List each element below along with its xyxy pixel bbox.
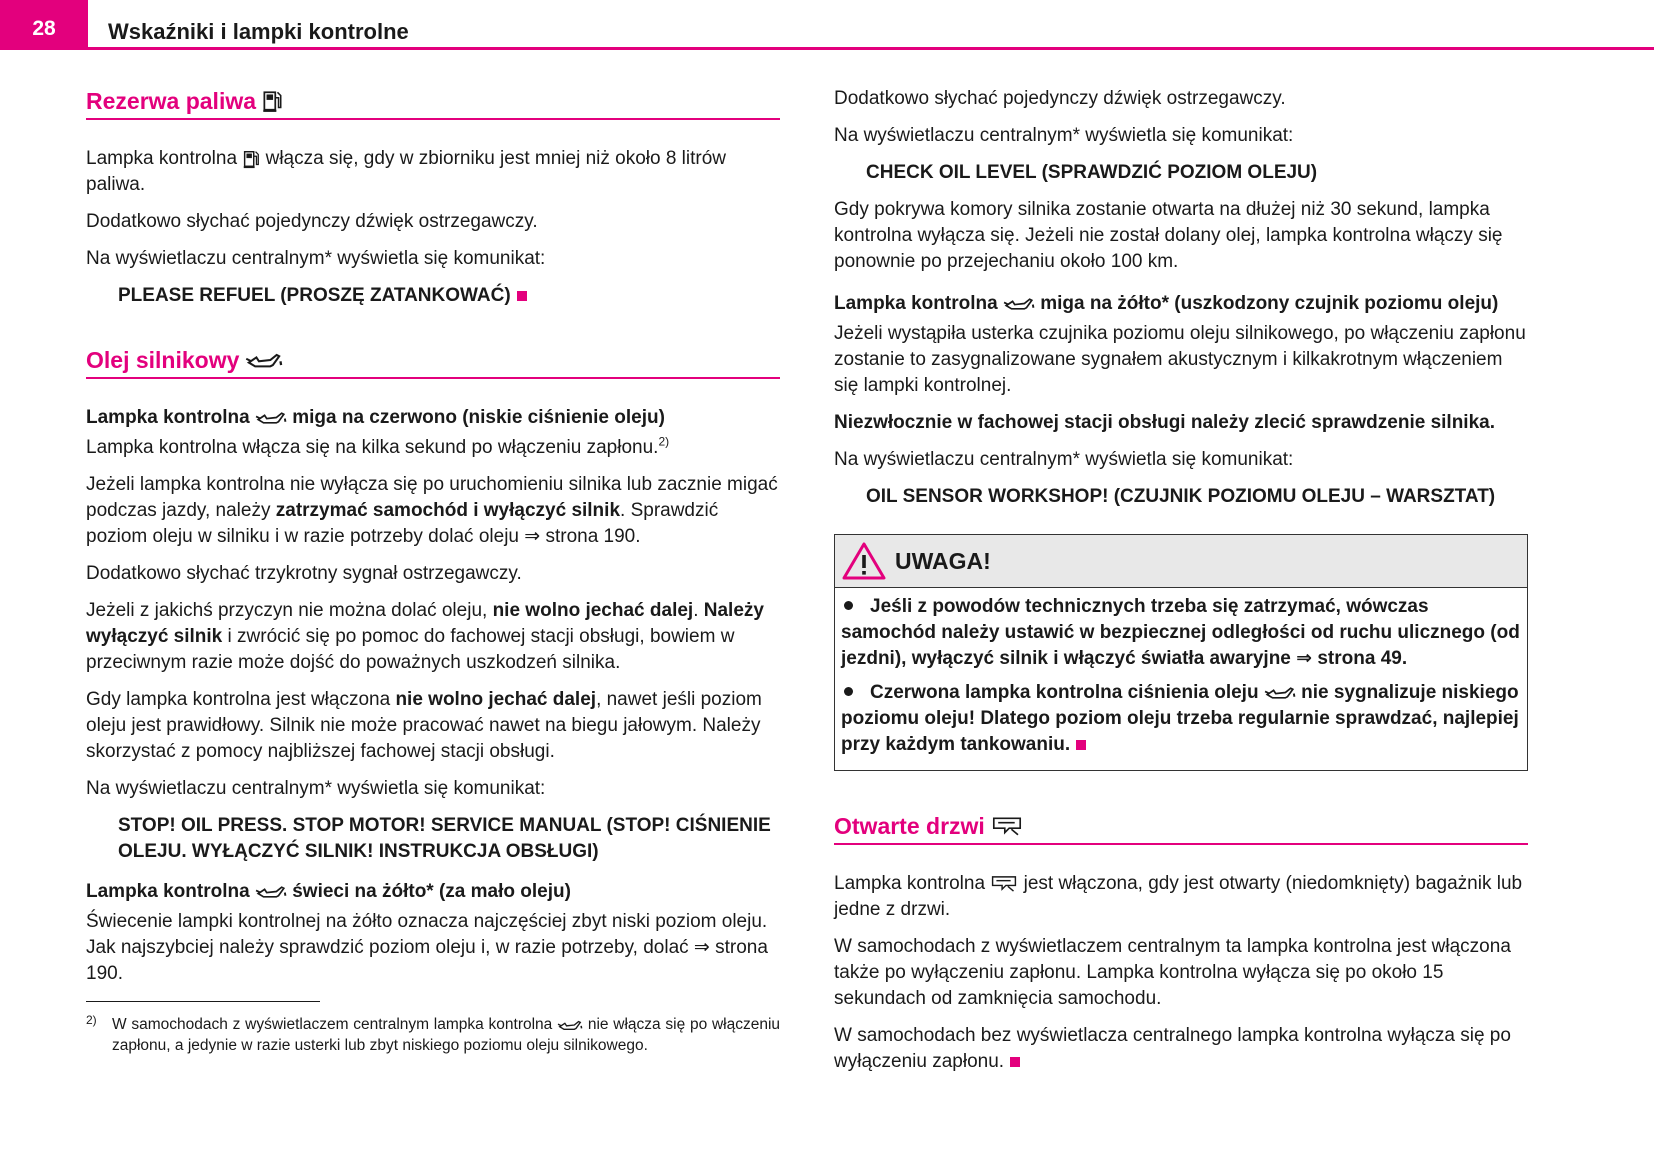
doors-heading-text: Otwarte drzwi [834,813,985,839]
oil-sensor-message: OIL SENSOR WORKSHOP! (CZUJNIK POZIOMU OLEJU – WARSZTAT) [866,486,1496,507]
fuel-pump-icon [242,149,260,169]
doors-paragraph-2: W samochodach z wyświetlaczem centralnym ta lampka kontrolna jest włączona także po wyłączeniu zapłonu. Lampka kontrolna wyłącza się po około 15 sekundach od zamknięcia samochodu. [834,936,1511,1009]
right-paragraph-5: Niezwłocznie w fachowej stacji obsługi należy zlecić sprawdzenie silnika. [834,412,1495,433]
oil-subheading-yellow: Lampka kontrolna świeci na żółto* (za mało oleju) [86,881,571,902]
warning-box [834,534,1528,771]
footnote-ref: 2) [658,434,670,449]
right-paragraph-2: Na wyświetlaczu centralnym* wyświetla się komunikat: [834,125,1294,146]
oil-subheading-sensor: Lampka kontrolna miga na żółto* (uszkodzony czujnik poziomu oleju) [834,293,1499,314]
section-end-mark [517,291,527,301]
oil-can-icon [245,351,283,369]
bullet-icon [844,687,853,696]
warning-title: UWAGA! [895,548,991,574]
oil-paragraph-7: Świecenie lampki kontrolnej na żółto oznacza najczęściej zbyt niski poziom oleju. Jak najszybciej należy sprawdzić poziom oleju i, w razie potrzeby, dolać ⇒ strona 190. [86,911,768,984]
oil-can-icon [557,1019,583,1031]
warning-item-2: Czerwona lampka kontrolna ciśnienia oleju nie sygnalizuje niskiego poziomu oleju! Dlatego poziom oleju trzeba regularnie sprawdzać, najlepiej przy każdym tankowaniu. [841,682,1519,755]
oil-paragraph-6: Na wyświetlaczu centralnym* wyświetla się komunikat: [86,778,546,799]
oil-can-icon [255,884,287,899]
page-header [0,0,1654,52]
check-oil-message: CHECK OIL LEVEL (SPRAWDZIĆ POZIOM OLEJU) [866,162,1318,183]
fuel-heading-text: Rezerwa paliwa [86,88,257,114]
open-door-icon [991,815,1023,837]
warning-body [835,588,1527,770]
footnote [86,1014,780,1056]
oil-can-icon [1264,685,1296,700]
section-end-mark [1076,740,1086,750]
oil-can-icon [1003,296,1035,311]
doors-paragraph-1: Lampka kontrolna jest włączona, gdy jest otwarty (niedomknięty) bagażnik lub jedne z drzwi. [834,873,1523,920]
oil-paragraph-2: Jeżeli lampka kontrolna nie wyłącza się po uruchomieniu silnika lub zacznie migać podczas jazdy, należy zatrzymać samochód i wyłączyć silnik. Sprawdzić poziom oleju w silniku i w razie potrzeby dolać oleju ⇒ strona 190. [86,474,778,547]
oil-heading-text: Olej silnikowy [86,347,240,373]
right-paragraph-3: Gdy pokrywa komory silnika zostanie otwarta na dłużej niż 30 sekund, lampka kontrolna wyłącza się. Jeżeli nie został dolany olej, lampka kontrolna włączy się ponownie po przejechaniu około 100 km. [834,199,1503,272]
footnote-text: W samochodach z wyświetlaczem centralnym lampka kontrolna nie włącza się po włączeniu zapłonu, a jedynie w razie usterki lub zbyt niskiego poziomu oleju silnikowego. [112,1016,781,1054]
fuel-pump-icon [262,89,282,113]
section-heading-doors [834,811,1528,845]
right-column [834,86,1528,1086]
page-title: Wskaźniki i lampki kontrolne [108,19,409,44]
section-heading-fuel [86,86,780,120]
bullet-icon [844,601,853,610]
right-paragraph-4: Jeżeli wystąpiła usterka czujnika poziomu oleju silnikowego, po włączeniu zapłonu zostanie to zasygnalizowane sygnałem akustycznym i kilkakrotnym włączeniem się lampki kontrolnej. [834,323,1526,396]
right-paragraph-6: Na wyświetlaczu centralnym* wyświetla się komunikat: [834,449,1294,470]
fuel-paragraph-1: Lampka kontrolna włącza się, gdy w zbiorniku jest mniej niż około 8 litrów paliwa. [86,148,727,195]
fuel-display-message: PLEASE REFUEL (PROSZĘ ZATANKOWAĆ) [86,283,780,309]
oil-paragraph-5: Gdy lampka kontrolna jest włączona nie wolno jechać dalej, nawet jeśli poziom oleju jest prawidłowy. Silnik nie może pracować nawet na biegu jałowym. Należy skorzystać z pomocy najbliższej fachowej stacji obsługi. [86,689,762,762]
left-column [86,86,780,1056]
section-end-mark [1010,1057,1020,1067]
open-door-icon [990,874,1018,893]
oil-display-message: STOP! OIL PRESS. STOP MOTOR! SERVICE MANUAL (STOP! CIŚNIENIE OLEJU. WYŁĄCZYĆ SILNIK! INSTRUKCJA OBSŁUGI) [118,815,771,862]
oil-paragraph-3: Dodatkowo słychać trzykrotny sygnał ostrzegawczy. [86,563,522,584]
fuel-paragraph-2: Dodatkowo słychać pojedynczy dźwięk ostrzegawczy. [86,211,538,232]
header-rule [88,47,1654,50]
warning-header [835,535,1527,588]
right-paragraph-1: Dodatkowo słychać pojedynczy dźwięk ostrzegawczy. [834,88,1286,109]
fuel-paragraph-3: Na wyświetlaczu centralnym* wyświetla się komunikat: [86,248,546,269]
footnote-divider [86,1001,320,1002]
oil-paragraph-1: Lampka kontrolna włącza się na kilka sekund po włączeniu zapłonu.$^{2)}$ [86,434,670,458]
oil-subheading-red: Lampka kontrolna miga na czerwono (niskie ciśnienie oleju) [86,407,665,428]
oil-can-icon [255,410,287,425]
warning-triangle-icon [841,541,887,581]
oil-paragraph-4: Jeżeli z jakichś przyczyn nie można dolać oleju, nie wolno jechać dalej. Należy wyłączyć silnik i zwrócić się po pomoc do fachowej stacji obsługi, bowiem w przeciwnym razie może dojść do poważnych uszkodzeń silnika. [86,600,764,673]
warning-item-1: Jeśli z powodów technicznych trzeba się zatrzymać, wówczas samochód należy ustawić w bezpiecznej odległości od ruchu ulicznego (od jezdni), wyłączyć silnik i włączyć światła awaryjne ⇒ strona 49. [841,596,1520,669]
footnote-mark: 2) [86,1013,97,1027]
doors-paragraph-3: W samochodach bez wyświetlacza centralnego lampka kontrolna wyłącza się po wyłączeniu zapłonu. [834,1025,1511,1072]
page-number: 28 [0,0,88,50]
section-heading-oil [86,345,780,379]
